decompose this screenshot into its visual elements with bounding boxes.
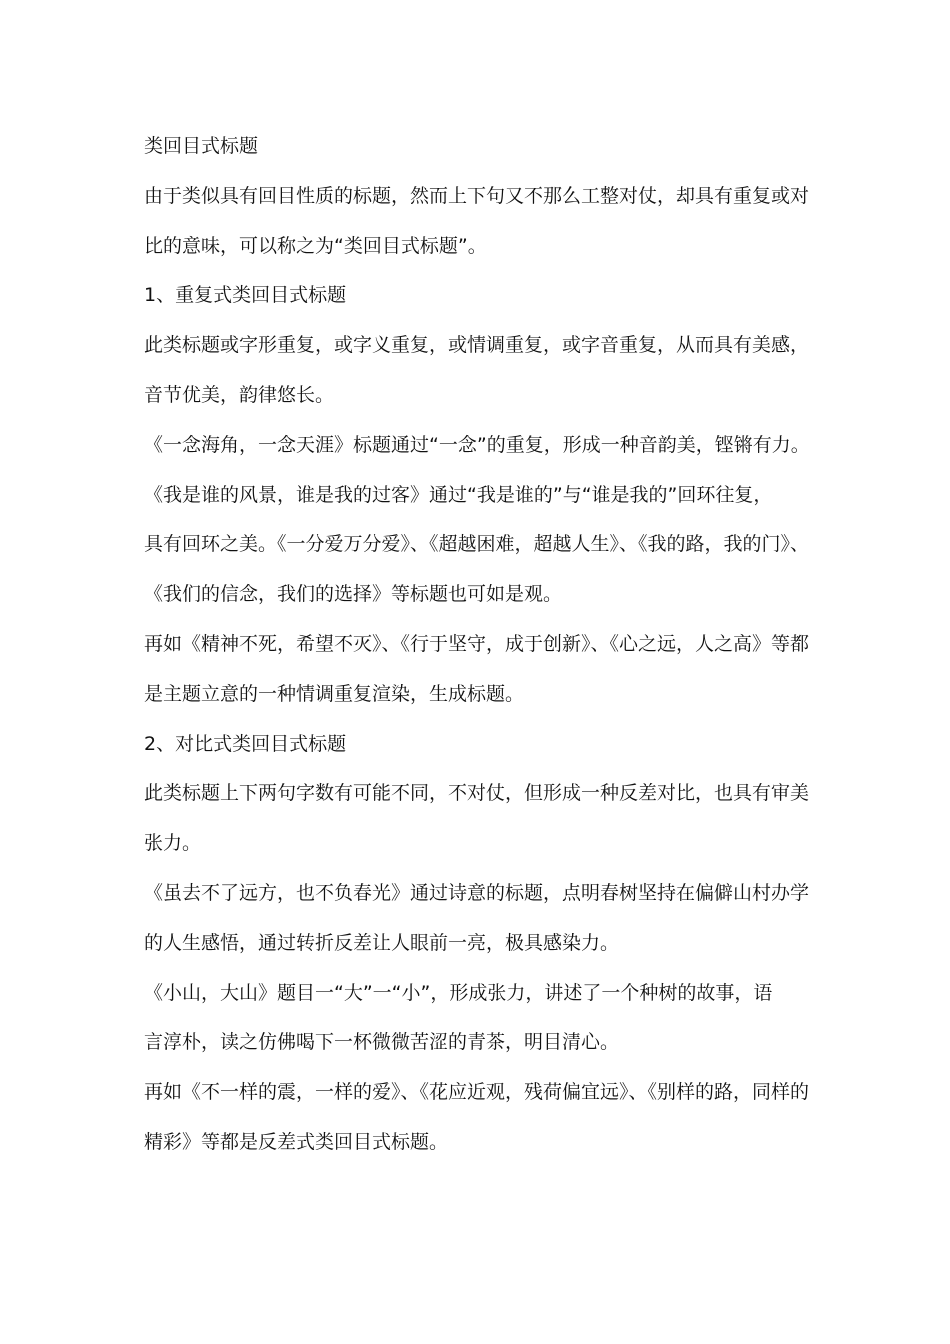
paragraph-line: 《我们的信念，我们的选择》等标题也可如是观。 <box>144 583 563 606</box>
paragraph-line: 张力。 <box>144 832 202 855</box>
subsection-heading: 1、重复式类回目式标题 <box>144 284 347 307</box>
paragraph-line: 《一念海角，一念天涯》标题通过“一念”的重复，形成一种音韵美，铿锵有力。 <box>144 433 810 456</box>
paragraph-line: 此类标题上下两句字数有可能不同，不对仗，但形成一种反差对比，也具有审美 <box>144 782 810 805</box>
paragraph-line: 《虽去不了远方，也不负春光》通过诗意的标题，点明春树坚持在偏僻山村办学 <box>144 881 810 904</box>
paragraph-line: 具有回环之美。《一分爱万分爱》、《超越困难，超越人生》、《我的路，我的门》、 <box>144 533 810 556</box>
paragraph-line: 音节优美，韵律悠长。 <box>144 383 335 406</box>
paragraph-line: 《小山，大山》题目一“大”一“小”，形成张力，讲述了一个种树的故事，语 <box>144 981 773 1004</box>
paragraph-line: 精彩》等都是反差式类回目式标题。 <box>144 1130 449 1153</box>
paragraph-line: 由于类似具有回目性质的标题，然而上下句又不那么工整对仗，却具有重复或对 <box>144 184 810 207</box>
section-title: 类回目式标题 <box>144 135 259 157</box>
paragraph-line: 言淳朴，读之仿佛喝下一杯微微苦涩的青茶，明目清心。 <box>144 1031 620 1054</box>
paragraph-line: 比的意味，可以称之为“类回目式标题”。 <box>144 234 487 257</box>
paragraph-line: 再如《精神不死，希望不灭》、《行于坚守，成于创新》、《心之远，人之高》等都 <box>144 632 810 655</box>
paragraph-line: 是主题立意的一种情调重复渲染，生成标题。 <box>144 682 525 705</box>
paragraph-line: 《我是谁的风景，谁是我的过客》通过“我是谁的”与“谁是我的”回环往复， <box>144 483 773 506</box>
document-body <box>144 122 816 1168</box>
paragraph-line: 的人生感悟，通过转折反差让人眼前一亮，极具感染力。 <box>144 931 620 954</box>
subsection-heading: 2、对比式类回目式标题 <box>144 732 347 755</box>
paragraph-line: 此类标题或字形重复，或字义重复，或情调重复，或字音重复，从而具有美感， <box>144 334 810 357</box>
paragraph-line: 再如《不一样的震，一样的爱》、《花应近观，残荷偏宜远》、《别样的路，同样的 <box>144 1081 810 1104</box>
